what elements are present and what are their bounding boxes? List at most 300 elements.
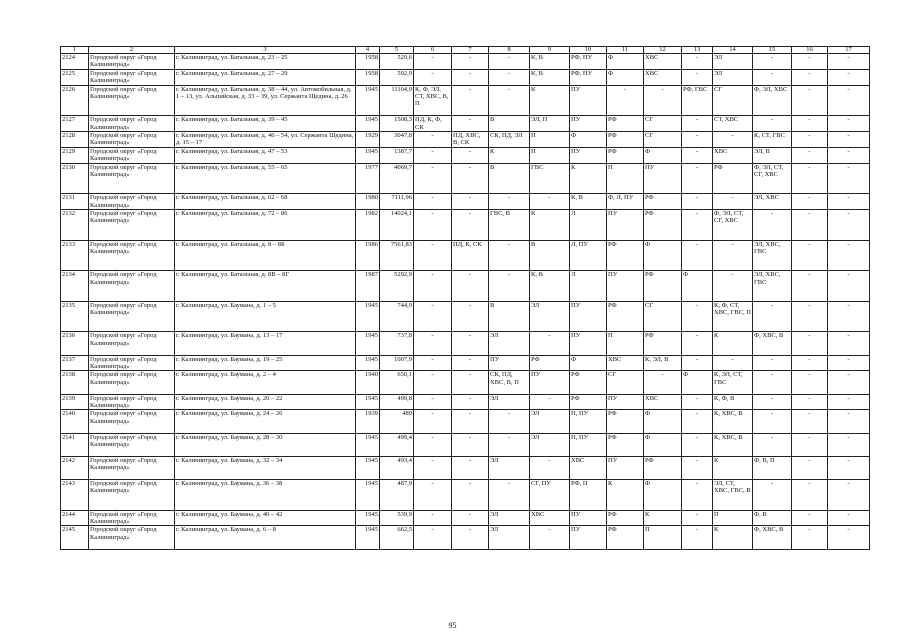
cell-col-12: ХВС bbox=[644, 69, 682, 85]
cell-col-16: - bbox=[792, 410, 828, 433]
cell-col-6: - bbox=[414, 163, 452, 194]
cell-col-6: - bbox=[414, 54, 452, 70]
cell-col-12: - bbox=[644, 371, 682, 394]
cell-col-2: Городской округ «Город Калининград» bbox=[89, 147, 175, 163]
cell-col-9: ХВС bbox=[530, 510, 570, 526]
cell-col-17: - bbox=[828, 371, 870, 394]
cell-col-8: ГВС, В bbox=[489, 210, 530, 241]
cell-col-8: ЭЛ bbox=[489, 332, 530, 355]
cell-col-11: К bbox=[607, 480, 644, 511]
cell-col-7: - bbox=[452, 410, 489, 433]
cell-col-7: ПД, К, СК bbox=[452, 240, 489, 271]
cell-col-16: - bbox=[792, 371, 828, 394]
cell-col-6: - bbox=[414, 240, 452, 271]
cell-col-15: ЭЛ, В bbox=[753, 147, 792, 163]
cell-col-4: 1929 bbox=[356, 132, 380, 148]
cell-col-13: - bbox=[682, 163, 713, 194]
cell-col-8: ЭЛ bbox=[489, 394, 530, 410]
cell-col-3: г. Калининград, ул. Баумана, д. 20 – 22 bbox=[175, 394, 356, 410]
table-row bbox=[61, 371, 870, 394]
cell-col-16: - bbox=[792, 480, 828, 511]
cell-col-1: 2124 bbox=[61, 54, 89, 70]
cell-col-11: РФ bbox=[607, 240, 644, 271]
cell-col-7: - bbox=[452, 69, 489, 85]
cell-col-11: РФ bbox=[607, 116, 644, 132]
cell-col-9: - bbox=[530, 456, 570, 479]
cell-col-14: ЭЛ bbox=[713, 54, 753, 70]
cell-col-6: - bbox=[414, 410, 452, 433]
column-header-1: 1 bbox=[61, 47, 89, 54]
cell-col-13: РФ, ГВС bbox=[682, 85, 713, 116]
cell-col-5: 650,1 bbox=[380, 371, 414, 394]
cell-col-5: 539,9 bbox=[380, 510, 414, 526]
cell-col-17: - bbox=[828, 210, 870, 241]
cell-col-14: - bbox=[713, 355, 753, 371]
cell-col-7: - bbox=[452, 54, 489, 70]
cell-col-10: Ф bbox=[570, 355, 607, 371]
cell-col-7: - bbox=[452, 394, 489, 410]
cell-col-16: - bbox=[792, 355, 828, 371]
cell-col-4: 1982 bbox=[356, 210, 380, 241]
cell-col-12: Ф bbox=[644, 480, 682, 511]
column-header-8: 8 bbox=[489, 47, 530, 54]
cell-col-4: 1945 bbox=[356, 355, 380, 371]
cell-col-1: 2128 bbox=[61, 132, 89, 148]
cell-col-2: Городской округ «Город Калининград» bbox=[89, 132, 175, 148]
cell-col-17: - bbox=[828, 510, 870, 526]
cell-col-3: г. Калининград, ул. Баумана, д. 19 – 25 bbox=[175, 355, 356, 371]
cell-col-7: - bbox=[452, 510, 489, 526]
cell-col-15: ЭЛ, ХВС, ГВС bbox=[753, 271, 792, 302]
cell-col-11: П bbox=[607, 163, 644, 194]
cell-col-10: ПУ bbox=[570, 510, 607, 526]
cell-col-6: - bbox=[414, 433, 452, 456]
cell-col-5: 592,9 bbox=[380, 69, 414, 85]
column-header-7: 7 bbox=[452, 47, 489, 54]
cell-col-1: 2145 bbox=[61, 526, 89, 549]
cell-col-9: - bbox=[530, 394, 570, 410]
cell-col-14: К bbox=[713, 456, 753, 479]
cell-col-3: г. Калининград, ул. Баумана, д. 24 – 26 bbox=[175, 410, 356, 433]
cell-col-14: - bbox=[713, 132, 753, 148]
cell-col-8: В bbox=[489, 163, 530, 194]
cell-col-1: 2132 bbox=[61, 210, 89, 241]
cell-col-3: г. Калининград, ул. Баумана, д. 36 – 38 bbox=[175, 480, 356, 511]
cell-col-3: г. Калининград, ул. Баумана, д. 40 – 42 bbox=[175, 510, 356, 526]
cell-col-6: - bbox=[414, 510, 452, 526]
cell-col-10: РФ bbox=[570, 394, 607, 410]
cell-col-12: РФ bbox=[644, 210, 682, 241]
housing-register-table bbox=[60, 46, 870, 550]
cell-col-13: - bbox=[682, 480, 713, 511]
cell-col-2: Городской округ «Город Калининград» bbox=[89, 240, 175, 271]
cell-col-5: 737,8 bbox=[380, 332, 414, 355]
cell-col-4: 1945 bbox=[356, 510, 380, 526]
cell-col-12: Ф bbox=[644, 147, 682, 163]
cell-col-5: 5292,9 bbox=[380, 271, 414, 302]
cell-col-2: Городской округ «Город Калининград» bbox=[89, 210, 175, 241]
cell-col-10: К, В bbox=[570, 194, 607, 210]
cell-col-13: - bbox=[682, 54, 713, 70]
cell-col-10: ПУ bbox=[570, 301, 607, 332]
cell-col-4: 1945 bbox=[356, 526, 380, 549]
cell-col-12: РФ bbox=[644, 332, 682, 355]
cell-col-15: Ф, ЭЛ, ХВС bbox=[753, 85, 792, 116]
column-header-6: 6 bbox=[414, 47, 452, 54]
cell-col-1: 2142 bbox=[61, 456, 89, 479]
column-header-16: 16 bbox=[792, 47, 828, 54]
table-row bbox=[61, 194, 870, 210]
cell-col-3: г. Калининград, ул. Батальная, д. 47 – 53 bbox=[175, 147, 356, 163]
cell-col-16: - bbox=[792, 54, 828, 70]
cell-col-13: - bbox=[682, 194, 713, 210]
cell-col-15: - bbox=[753, 371, 792, 394]
cell-col-13: - bbox=[682, 116, 713, 132]
cell-col-11: РФ bbox=[607, 147, 644, 163]
cell-col-3: г. Калининград, ул. Батальная, д. 38 – 44, ул. Автомобильная, д. 1 – 13, ул. Альпийская, д. 33 – 39, ул. Сержанта Щедина, д. 26 bbox=[175, 85, 356, 116]
cell-col-8: - bbox=[489, 85, 530, 116]
cell-col-3: г. Калининград, ул. Баумана, д. 6 – 8 bbox=[175, 526, 356, 549]
cell-col-15: - bbox=[753, 54, 792, 70]
cell-col-17: - bbox=[828, 271, 870, 302]
cell-col-17: - bbox=[828, 85, 870, 116]
cell-col-13: Ф bbox=[682, 271, 713, 302]
cell-col-17: - bbox=[828, 69, 870, 85]
cell-col-1: 2137 bbox=[61, 355, 89, 371]
cell-col-16: - bbox=[792, 132, 828, 148]
document-table-container bbox=[60, 46, 870, 550]
cell-col-10: РФ, ПУ bbox=[570, 54, 607, 70]
cell-col-2: Городской округ «Город Калининград» bbox=[89, 194, 175, 210]
cell-col-13: Ф bbox=[682, 371, 713, 394]
cell-col-11: П bbox=[607, 332, 644, 355]
cell-col-10: ПУ bbox=[570, 85, 607, 116]
cell-col-13: - bbox=[682, 69, 713, 85]
cell-col-3: г. Калининград, ул. Баумана, д. 13 – 17 bbox=[175, 332, 356, 355]
cell-col-6: - bbox=[414, 355, 452, 371]
cell-col-10: ПУ bbox=[570, 116, 607, 132]
cell-col-1: 2143 bbox=[61, 480, 89, 511]
cell-col-7: - bbox=[452, 163, 489, 194]
cell-col-13: - bbox=[682, 510, 713, 526]
cell-col-1: 2127 bbox=[61, 116, 89, 132]
cell-col-4: 1977 bbox=[356, 163, 380, 194]
cell-col-2: Городской округ «Город Калининград» bbox=[89, 85, 175, 116]
cell-col-16: - bbox=[792, 332, 828, 355]
cell-col-14: К bbox=[713, 526, 753, 549]
cell-col-5: 7111,96 bbox=[380, 194, 414, 210]
cell-col-6: - bbox=[414, 301, 452, 332]
cell-col-16: - bbox=[792, 271, 828, 302]
cell-col-16: - bbox=[792, 456, 828, 479]
cell-col-11: ПУ bbox=[607, 394, 644, 410]
cell-col-10: Л, ПУ bbox=[570, 240, 607, 271]
cell-col-15: - bbox=[753, 69, 792, 85]
column-header-11: 11 bbox=[607, 47, 644, 54]
column-header-9: 9 bbox=[530, 47, 570, 54]
cell-col-1: 2140 bbox=[61, 410, 89, 433]
cell-col-1: 2131 bbox=[61, 194, 89, 210]
cell-col-9: П bbox=[530, 147, 570, 163]
table-row bbox=[61, 355, 870, 371]
cell-col-12: П bbox=[644, 526, 682, 549]
cell-col-9: ЭЛ bbox=[530, 410, 570, 433]
cell-col-9: ЭЛ bbox=[530, 433, 570, 456]
table-row bbox=[61, 301, 870, 332]
cell-col-2: Городской округ «Город Калининград» bbox=[89, 54, 175, 70]
cell-col-5: 14024,1 bbox=[380, 210, 414, 241]
cell-col-12: Ф bbox=[644, 433, 682, 456]
cell-col-5: 493,4 bbox=[380, 456, 414, 479]
cell-col-13: - bbox=[682, 301, 713, 332]
cell-col-11: Ф bbox=[607, 54, 644, 70]
cell-col-11: ПУ bbox=[607, 210, 644, 241]
cell-col-14: П bbox=[713, 510, 753, 526]
cell-col-17: - bbox=[828, 194, 870, 210]
cell-col-5: 11104,9 bbox=[380, 85, 414, 116]
column-header-15: 15 bbox=[753, 47, 792, 54]
cell-col-4: 1945 bbox=[356, 480, 380, 511]
cell-col-13: - bbox=[682, 132, 713, 148]
cell-col-4: 1945 bbox=[356, 456, 380, 479]
cell-col-16: - bbox=[792, 116, 828, 132]
cell-col-8: - bbox=[489, 410, 530, 433]
cell-col-12: Ф bbox=[644, 410, 682, 433]
cell-col-9: - bbox=[530, 332, 570, 355]
cell-col-6: - bbox=[414, 526, 452, 549]
cell-col-16: - bbox=[792, 394, 828, 410]
cell-col-11: РФ bbox=[607, 510, 644, 526]
cell-col-7: - bbox=[452, 271, 489, 302]
cell-col-3: г. Калининград, ул. Батальная, д. 72 – 86 bbox=[175, 210, 356, 241]
cell-col-6: К, Ф, ЭЛ, СТ, ХВС, В, П bbox=[414, 85, 452, 116]
cell-col-5: 499,8 bbox=[380, 394, 414, 410]
cell-col-15: - bbox=[753, 433, 792, 456]
cell-col-3: г. Калининград, ул. Батальная, д. 27 – 29 bbox=[175, 69, 356, 85]
cell-col-2: Городской округ «Город Калининград» bbox=[89, 371, 175, 394]
cell-col-14: - bbox=[713, 271, 753, 302]
cell-col-13: - bbox=[682, 526, 713, 549]
cell-col-16: - bbox=[792, 147, 828, 163]
cell-col-7: - bbox=[452, 85, 489, 116]
cell-col-10: Ф bbox=[570, 132, 607, 148]
table-row bbox=[61, 240, 870, 271]
cell-col-16: - bbox=[792, 240, 828, 271]
cell-col-10: П, ПУ bbox=[570, 410, 607, 433]
cell-col-13: - bbox=[682, 456, 713, 479]
table-row bbox=[61, 410, 870, 433]
cell-col-10: РФ, ПУ bbox=[570, 69, 607, 85]
cell-col-16: - bbox=[792, 85, 828, 116]
cell-col-11: СГ bbox=[607, 371, 644, 394]
table-row bbox=[61, 271, 870, 302]
cell-col-8: - bbox=[489, 433, 530, 456]
cell-col-5: 1508,3 bbox=[380, 116, 414, 132]
cell-col-17: - bbox=[828, 433, 870, 456]
cell-col-12: ХВС bbox=[644, 54, 682, 70]
cell-col-17: - bbox=[828, 355, 870, 371]
table-row bbox=[61, 69, 870, 85]
cell-col-5: 487,9 bbox=[380, 480, 414, 511]
cell-col-6: ПД, К, Ф, СК bbox=[414, 116, 452, 132]
cell-col-12: СГ bbox=[644, 116, 682, 132]
cell-col-8: - bbox=[489, 240, 530, 271]
cell-col-10: К bbox=[570, 163, 607, 194]
cell-col-6: - bbox=[414, 480, 452, 511]
cell-col-9: РФ bbox=[530, 355, 570, 371]
cell-col-17: - bbox=[828, 240, 870, 271]
cell-col-13: - bbox=[682, 147, 713, 163]
cell-col-10: Л bbox=[570, 210, 607, 241]
cell-col-12: К bbox=[644, 510, 682, 526]
cell-col-5: 529,6 bbox=[380, 54, 414, 70]
table-row bbox=[61, 147, 870, 163]
cell-col-9: П bbox=[530, 132, 570, 148]
cell-col-10: ПУ bbox=[570, 147, 607, 163]
cell-col-13: - bbox=[682, 240, 713, 271]
cell-col-8: - bbox=[489, 54, 530, 70]
cell-col-4: 1987 bbox=[356, 271, 380, 302]
cell-col-7: - bbox=[452, 116, 489, 132]
cell-col-16: - bbox=[792, 163, 828, 194]
cell-col-16: - bbox=[792, 210, 828, 241]
cell-col-15: Ф, ХВС, В bbox=[753, 526, 792, 549]
cell-col-2: Городской округ «Город Калининград» bbox=[89, 69, 175, 85]
cell-col-12: К, ЭЛ, В bbox=[644, 355, 682, 371]
cell-col-6: - bbox=[414, 271, 452, 302]
cell-col-2: Городской округ «Город Калининград» bbox=[89, 480, 175, 511]
cell-col-7: - bbox=[452, 456, 489, 479]
cell-col-14: ЭЛ bbox=[713, 69, 753, 85]
cell-col-17: - bbox=[828, 147, 870, 163]
cell-col-11: Ф, Л, ПУ bbox=[607, 194, 644, 210]
column-header-13: 13 bbox=[682, 47, 713, 54]
cell-col-1: 2138 bbox=[61, 371, 89, 394]
cell-col-14: К, ХВС, В bbox=[713, 433, 753, 456]
cell-col-17: - bbox=[828, 526, 870, 549]
cell-col-6: - bbox=[414, 210, 452, 241]
column-header-10: 10 bbox=[570, 47, 607, 54]
cell-col-1: 2144 bbox=[61, 510, 89, 526]
table-row bbox=[61, 332, 870, 355]
cell-col-15: - bbox=[753, 394, 792, 410]
cell-col-4: 1945 bbox=[356, 147, 380, 163]
cell-col-11: РФ bbox=[607, 410, 644, 433]
cell-col-14: ЭЛ, СТ, ХВС, ГВС, В bbox=[713, 480, 753, 511]
cell-col-12: СГ bbox=[644, 301, 682, 332]
cell-col-11: ХВС bbox=[607, 355, 644, 371]
cell-col-6: - bbox=[414, 69, 452, 85]
cell-col-1: 2125 bbox=[61, 69, 89, 85]
cell-col-12: РФ bbox=[644, 271, 682, 302]
cell-col-17: - bbox=[828, 163, 870, 194]
cell-col-10: РФ bbox=[570, 371, 607, 394]
cell-col-8: - bbox=[489, 480, 530, 511]
cell-col-7: - bbox=[452, 332, 489, 355]
cell-col-15: Ф, ЭЛ, СТ, СГ, ХВС bbox=[753, 163, 792, 194]
cell-col-12: РФ bbox=[644, 456, 682, 479]
cell-col-15: ЭЛ, ХВС bbox=[753, 194, 792, 210]
cell-col-11: ПУ bbox=[607, 271, 644, 302]
cell-col-8: - bbox=[489, 194, 530, 210]
cell-col-9: - bbox=[530, 194, 570, 210]
cell-col-8: СК, ПД, ХВС, В, П bbox=[489, 371, 530, 394]
cell-col-9: К, В bbox=[530, 54, 570, 70]
cell-col-9: К bbox=[530, 210, 570, 241]
cell-col-4: 1945 bbox=[356, 116, 380, 132]
cell-col-14: СТ, ХВС bbox=[713, 116, 753, 132]
cell-col-9: ПУ bbox=[530, 371, 570, 394]
cell-col-17: - bbox=[828, 456, 870, 479]
cell-col-5: 3047,8 bbox=[380, 132, 414, 148]
cell-col-13: - bbox=[682, 332, 713, 355]
cell-col-9: К bbox=[530, 85, 570, 116]
table-row bbox=[61, 526, 870, 549]
cell-col-16: - bbox=[792, 526, 828, 549]
cell-col-2: Городской округ «Город Калининград» bbox=[89, 271, 175, 302]
cell-col-12: ХВС bbox=[644, 394, 682, 410]
cell-col-17: - bbox=[828, 54, 870, 70]
cell-col-14: - bbox=[713, 240, 753, 271]
column-header-3: 3 bbox=[175, 47, 356, 54]
cell-col-2: Городской округ «Город Калининград» bbox=[89, 355, 175, 371]
cell-col-14: К, Ф, В bbox=[713, 394, 753, 410]
cell-col-1: 2135 bbox=[61, 301, 89, 332]
table-row bbox=[61, 210, 870, 241]
cell-col-7: - bbox=[452, 433, 489, 456]
cell-col-1: 2129 bbox=[61, 147, 89, 163]
cell-col-2: Городской округ «Город Калининград» bbox=[89, 301, 175, 332]
cell-col-12: Ф bbox=[644, 240, 682, 271]
cell-col-17: - bbox=[828, 332, 870, 355]
cell-col-11: - bbox=[607, 85, 644, 116]
cell-col-6: - bbox=[414, 194, 452, 210]
cell-col-4: 1980 bbox=[356, 194, 380, 210]
cell-col-16: - bbox=[792, 433, 828, 456]
cell-col-2: Городской округ «Город Калининград» bbox=[89, 510, 175, 526]
cell-col-4: 1940 bbox=[356, 371, 380, 394]
cell-col-15: Ф, ХВС, В bbox=[753, 332, 792, 355]
cell-col-8: ЭЛ bbox=[489, 526, 530, 549]
cell-col-6: - bbox=[414, 371, 452, 394]
column-header-17: 17 bbox=[828, 47, 870, 54]
cell-col-3: г. Калининград, ул. Батальная, д. 39 – 45 bbox=[175, 116, 356, 132]
cell-col-9: ЭЛ bbox=[530, 301, 570, 332]
cell-col-5: 662,5 bbox=[380, 526, 414, 549]
cell-col-2: Городской округ «Город Калининград» bbox=[89, 526, 175, 549]
cell-col-16: - bbox=[792, 510, 828, 526]
cell-col-12: - bbox=[644, 85, 682, 116]
cell-col-14: К, ХВС, В bbox=[713, 410, 753, 433]
cell-col-2: Городской округ «Город Калининград» bbox=[89, 163, 175, 194]
cell-col-1: 2136 bbox=[61, 332, 89, 355]
table-row bbox=[61, 510, 870, 526]
cell-col-14: РФ bbox=[713, 163, 753, 194]
cell-col-14: ХВС bbox=[713, 147, 753, 163]
cell-col-7: - bbox=[452, 371, 489, 394]
cell-col-7: - bbox=[452, 301, 489, 332]
table-row bbox=[61, 433, 870, 456]
cell-col-14: К, ЭЛ, СТ, ГВС bbox=[713, 371, 753, 394]
cell-col-1: 2134 bbox=[61, 271, 89, 302]
table-body bbox=[61, 54, 870, 550]
cell-col-4: 1958 bbox=[356, 54, 380, 70]
cell-col-13: - bbox=[682, 210, 713, 241]
cell-col-9: К, В bbox=[530, 271, 570, 302]
cell-col-8: СК, ПД, ЭЛ bbox=[489, 132, 530, 148]
cell-col-7: - bbox=[452, 194, 489, 210]
cell-col-3: г. Калининград, ул. Баумана, д. 2 – 4 bbox=[175, 371, 356, 394]
